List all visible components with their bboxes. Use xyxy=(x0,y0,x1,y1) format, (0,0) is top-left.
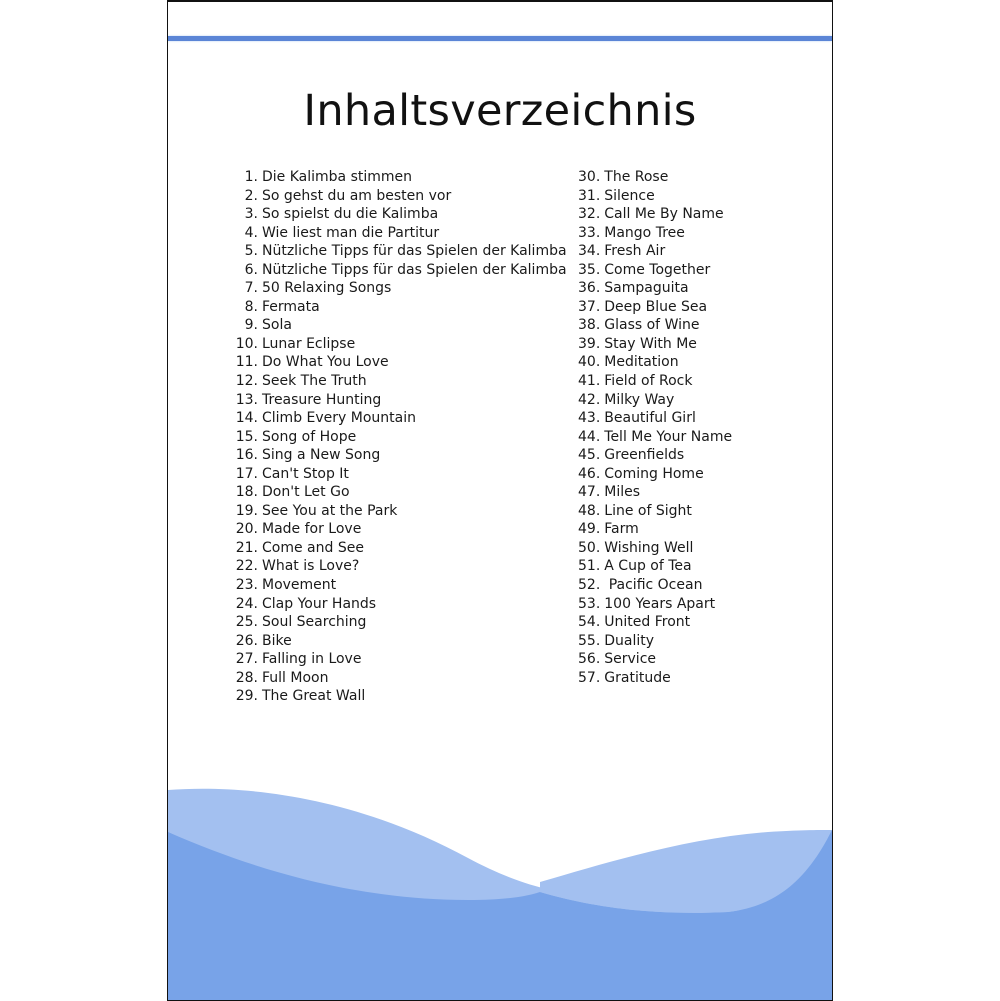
toc-entry-title: Mango Tree xyxy=(604,224,685,241)
toc-entry-title: Treasure Hunting xyxy=(262,391,382,408)
toc-entry xyxy=(228,335,567,354)
toc-entry-number: 50. xyxy=(578,539,601,556)
toc-entry-title: 50 Relaxing Songs xyxy=(262,280,392,297)
toc-entry xyxy=(578,372,732,391)
toc-entry xyxy=(578,520,732,539)
toc-entry xyxy=(578,669,732,688)
toc-entry-title: So gehst du am besten vor xyxy=(262,187,452,204)
toc-entry-title: Do What You Love xyxy=(262,354,389,371)
toc-entry xyxy=(578,261,732,280)
toc-entry xyxy=(228,502,567,521)
toc-entry-title: Don't Let Go xyxy=(262,484,350,501)
toc-entry-title: Line of Sight xyxy=(604,502,692,519)
toc-entry-title: Farm xyxy=(604,521,639,538)
toc-entry-number: 52. xyxy=(578,577,601,594)
toc-entry xyxy=(228,242,567,261)
toc-entry-number: 7. xyxy=(244,280,258,297)
toc-entry xyxy=(578,595,732,614)
toc-entry-number: 5. xyxy=(244,243,258,260)
toc-entry xyxy=(228,261,567,280)
toc-entry-number: 2. xyxy=(244,187,258,204)
toc-entry-number: 25. xyxy=(235,614,258,631)
toc-entry-title: Deep Blue Sea xyxy=(604,298,708,315)
toc-entry xyxy=(578,316,732,335)
toc-entry xyxy=(228,520,567,539)
top-divider-rule xyxy=(168,36,832,41)
toc-entry xyxy=(228,353,567,372)
toc-entry-title: Movement xyxy=(262,577,337,594)
toc-entry-title: Come Together xyxy=(604,261,711,278)
toc-entry-title: Clap Your Hands xyxy=(262,595,377,612)
toc-entry-title: The Great Wall xyxy=(262,688,366,705)
toc-entry-title: Can't Stop It xyxy=(262,465,349,482)
toc-entry-number: 53. xyxy=(578,595,601,612)
toc-entry-number: 26. xyxy=(235,632,258,649)
toc-entry-title: Duality xyxy=(604,632,655,649)
toc-entry-number: 44. xyxy=(578,428,601,445)
toc-entry xyxy=(578,483,732,502)
toc-entry-number: 19. xyxy=(235,502,258,519)
toc-entry-number: 29. xyxy=(235,688,258,705)
toc-entry-title: Call Me By Name xyxy=(604,206,724,223)
toc-entry-number: 54. xyxy=(578,614,601,631)
toc-entry-number: 42. xyxy=(578,391,601,408)
toc-entry xyxy=(578,391,732,410)
toc-entry-title: Soul Searching xyxy=(262,614,367,631)
toc-entry-title: Come and See xyxy=(262,539,364,556)
toc-entry xyxy=(578,446,732,465)
toc-entry-number: 21. xyxy=(235,539,258,556)
toc-entry-title: Wishing Well xyxy=(604,539,694,556)
toc-entry-number: 1. xyxy=(244,169,258,185)
toc-entry xyxy=(578,650,732,669)
toc-entry-number: 48. xyxy=(578,502,601,519)
toc-entry-number: 11. xyxy=(235,354,258,371)
toc-entry-number: 56. xyxy=(578,651,601,668)
toc-entry-number: 31. xyxy=(578,187,601,204)
toc-entry-number: 46. xyxy=(578,465,601,482)
toc-entry-title: Nützliche Tipps für das Spielen der Kalimba xyxy=(262,261,567,278)
toc-entry-title: Greenfields xyxy=(604,447,685,464)
toc-entry-number: 9. xyxy=(244,317,258,334)
toc-entry-title: United Front xyxy=(604,614,691,631)
document-page xyxy=(167,0,833,1001)
toc-entry-title: 100 Years Apart xyxy=(604,595,716,612)
toc-entry-number: 14. xyxy=(235,410,258,427)
toc-entry-title: Seek The Truth xyxy=(262,373,367,390)
toc-entry-number: 36. xyxy=(578,280,601,297)
toc-entry-number: 51. xyxy=(578,558,601,575)
toc-entry-number: 30. xyxy=(578,169,601,185)
toc-entry-title: Stay With Me xyxy=(604,335,697,352)
toc-entry xyxy=(578,576,732,595)
toc-entry-number: 15. xyxy=(235,428,258,445)
toc-entry xyxy=(578,353,732,372)
toc-entry-number: 12. xyxy=(235,373,258,390)
toc-entry-title: A Cup of Tea xyxy=(604,558,692,575)
toc-entry-title: Song of Hope xyxy=(262,428,357,445)
toc-entry-number: 16. xyxy=(235,447,258,464)
toc-entry-number: 35. xyxy=(578,261,601,278)
toc-entry-title: Wie liest man die Partitur xyxy=(262,224,440,241)
toc-entry-number: 18. xyxy=(235,484,258,501)
toc-entry-title: Fresh Air xyxy=(604,243,666,260)
toc-entry-title: Sola xyxy=(262,317,292,334)
toc-entry-number: 6. xyxy=(244,261,258,278)
toc-entry-title: So spielst du die Kalimba xyxy=(262,206,439,223)
toc-entry xyxy=(228,595,567,614)
toc-entry xyxy=(578,335,732,354)
toc-entry xyxy=(578,465,732,484)
toc-entry xyxy=(578,557,732,576)
toc-entry-title: The Rose xyxy=(604,169,669,185)
toc-entry-title: Made for Love xyxy=(262,521,362,538)
toc-entry-title: Gratitude xyxy=(604,669,671,686)
toc-entry xyxy=(578,632,732,651)
toc-entry-title: Bike xyxy=(262,632,292,649)
toc-entry xyxy=(228,168,567,187)
toc-entry-number: 49. xyxy=(578,521,601,538)
toc-entry xyxy=(578,279,732,298)
toc-entry-number: 43. xyxy=(578,410,601,427)
toc-entry-title: Full Moon xyxy=(262,669,329,686)
toc-entry xyxy=(228,409,567,428)
toc-entry-title: What is Love? xyxy=(262,558,360,575)
toc-entry xyxy=(228,446,567,465)
toc-entry xyxy=(228,205,567,224)
toc-entry-title: Climb Every Mountain xyxy=(262,410,416,427)
toc-entry-number: 13. xyxy=(235,391,258,408)
page-title: Inhaltsverzeichnis xyxy=(303,86,697,136)
toc-entry xyxy=(578,613,732,632)
toc-entry xyxy=(228,465,567,484)
toc-entry-title: Die Kalimba stimmen xyxy=(262,169,413,185)
toc-entry-number: 4. xyxy=(244,224,258,241)
toc-entry-number: 24. xyxy=(235,595,258,612)
toc-entry xyxy=(578,502,732,521)
toc-entry-number: 17. xyxy=(235,465,258,482)
toc-entry-title: See You at the Park xyxy=(262,502,398,519)
toc-entry xyxy=(228,613,567,632)
toc-entry-number: 33. xyxy=(578,224,601,241)
toc-entry xyxy=(228,632,567,651)
toc-entry xyxy=(228,298,567,317)
toc-entry xyxy=(228,279,567,298)
toc-entry-title: Sampaguita xyxy=(604,280,689,297)
toc-entry xyxy=(228,557,567,576)
toc-column-left xyxy=(228,168,567,706)
toc-entry-title: Fermata xyxy=(262,298,320,315)
toc-entry-number: 57. xyxy=(578,669,601,686)
toc-entry xyxy=(228,539,567,558)
toc-entry-number: 23. xyxy=(235,577,258,594)
toc-entry-number: 10. xyxy=(235,335,258,352)
toc-entry-title: Sing a New Song xyxy=(262,447,381,464)
toc-entry-title: Pacific Ocean xyxy=(604,577,703,594)
toc-entry xyxy=(228,483,567,502)
toc-entry-title: Tell Me Your Name xyxy=(604,428,733,445)
toc-entry-number: 32. xyxy=(578,206,601,223)
toc-entry xyxy=(578,205,732,224)
toc-entry-number: 8. xyxy=(244,298,258,315)
toc-entry-number: 34. xyxy=(578,243,601,260)
toc-entry-number: 40. xyxy=(578,354,601,371)
toc-entry xyxy=(228,687,567,706)
toc-entry-number: 45. xyxy=(578,447,601,464)
toc-entry xyxy=(578,298,732,317)
toc-entry-number: 41. xyxy=(578,373,601,390)
toc-entry-title: Lunar Eclipse xyxy=(262,335,356,352)
toc-entry xyxy=(578,168,732,187)
toc-entry-number: 47. xyxy=(578,484,601,501)
toc-entry xyxy=(578,409,732,428)
toc-entry-title: Miles xyxy=(604,484,641,501)
toc-entry xyxy=(228,428,567,447)
toc-entry xyxy=(228,372,567,391)
toc-entry-title: Glass of Wine xyxy=(604,317,700,334)
toc-entry xyxy=(228,391,567,410)
toc-entry-number: 27. xyxy=(235,651,258,668)
toc-entry xyxy=(578,539,732,558)
toc-entry-number: 20. xyxy=(235,521,258,538)
toc-entry-number: 38. xyxy=(578,317,601,334)
toc-entry-number: 39. xyxy=(578,335,601,352)
toc-entry xyxy=(228,316,567,335)
toc-entry-number: 55. xyxy=(578,632,601,649)
toc-entry-number: 22. xyxy=(235,558,258,575)
toc-entry-title: Silence xyxy=(604,187,655,204)
toc-entry xyxy=(578,428,732,447)
toc-entry xyxy=(578,224,732,243)
toc-entry xyxy=(228,669,567,688)
toc-entry-title: Falling in Love xyxy=(262,651,362,668)
toc-entry-title: Nützliche Tipps für das Spielen der Kalimba xyxy=(262,243,567,260)
toc-entry-title: Service xyxy=(604,651,657,668)
toc-entry-number: 37. xyxy=(578,298,601,315)
toc-entry xyxy=(228,224,567,243)
toc-entry xyxy=(228,187,567,206)
decorative-waves xyxy=(168,788,832,1000)
toc-entry xyxy=(578,242,732,261)
toc-entry xyxy=(228,576,567,595)
toc-entry-title: Beautiful Girl xyxy=(604,410,696,427)
toc-column-right xyxy=(578,168,732,687)
toc-entry xyxy=(228,650,567,669)
toc-entry-title: Coming Home xyxy=(604,465,704,482)
toc-entry-number: 3. xyxy=(244,206,258,223)
toc-entry-title: Field of Rock xyxy=(604,373,693,390)
toc-entry-number: 28. xyxy=(235,669,258,686)
toc-entry xyxy=(578,187,732,206)
toc-entry-title: Meditation xyxy=(604,354,679,371)
toc-entry-title: Milky Way xyxy=(604,391,675,408)
